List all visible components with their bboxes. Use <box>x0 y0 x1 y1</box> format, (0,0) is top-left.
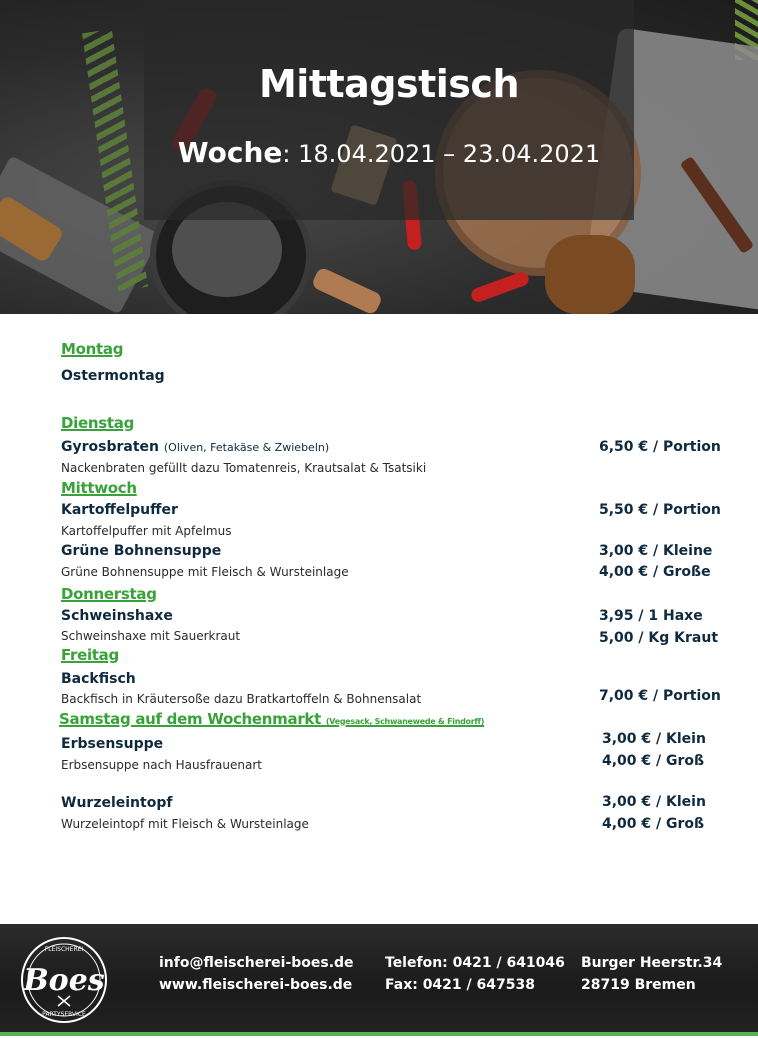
item-title: Wurzeleintopf <box>61 795 173 811</box>
day-heading-dienstag: Dienstag <box>61 414 135 432</box>
item-title: Grüne Bohnensuppe <box>61 543 222 559</box>
item-description: Grüne Bohnensuppe mit Fleisch & Wursteinlage <box>61 565 349 579</box>
header-photo <box>0 0 758 314</box>
item-description: Wurzeleintopf mit Fleisch & Wursteinlage <box>61 817 309 831</box>
market-locations: (Vegesack, Schwanewede & Findorff) <box>325 717 485 726</box>
price: 4,00 € / Große <box>599 564 711 580</box>
title-overlay <box>144 0 634 220</box>
price: 4,00 € / Groß <box>602 816 705 832</box>
logo-bottom-text: PARTYSERVICE <box>42 1011 86 1018</box>
logo-name-text: Boes <box>23 963 105 998</box>
item-description: Kartoffelpuffer mit Apfelmus <box>61 524 232 538</box>
price: 5,00 / Kg Kraut <box>599 630 719 646</box>
item-title: Kartoffelpuffer <box>61 502 178 518</box>
logo-top-text: FLEISCHEREI <box>44 946 84 953</box>
price: 7,00 € / Portion <box>599 688 721 704</box>
price: 3,00 € / Klein <box>602 794 706 810</box>
street-address: Burger Heerstr.34 <box>581 955 723 971</box>
phone-number: Telefon: 0421 / 641046 <box>385 955 565 971</box>
item-title: Schweinshaxe <box>61 608 173 624</box>
price: 3,00 € / Klein <box>602 731 706 747</box>
page-title: Mittagstisch <box>258 62 520 106</box>
chili-decor <box>469 270 530 304</box>
price: 3,00 € / Kleine <box>599 543 713 559</box>
item-description: Backfisch in Kräutersoße dazu Bratkartoffeln & Bohnensalat <box>61 692 422 706</box>
email-link[interactable]: info@fleischerei-boes.de <box>159 955 354 971</box>
pepper-grinder-decor <box>545 235 635 314</box>
boes-logo <box>14 934 114 1026</box>
price: 6,50 € / Portion <box>599 439 721 455</box>
item-title: Gyrosbraten (Oliven, Fetakäse & Zwiebeln) <box>61 439 330 455</box>
day-heading-mittwoch: Mittwoch <box>61 479 137 497</box>
footer-accent-line <box>0 1032 758 1036</box>
price: 5,50 € / Portion <box>599 502 721 518</box>
day-heading-samstag: Samstag auf dem Wochenmarkt (Vegesack, Schwanewede & Findorff) <box>59 710 485 728</box>
item-title: Ostermontag <box>61 368 165 384</box>
fax-number: Fax: 0421 / 647538 <box>385 977 535 993</box>
item-description: Nackenbraten gefüllt dazu Tomatenreis, Krautsalat & Tsatsiki <box>61 461 427 475</box>
item-description: Erbsensuppe nach Hausfrauenart <box>61 758 262 772</box>
website-link[interactable]: www.fleischerei-boes.de <box>159 977 353 993</box>
city-address: 28719 Bremen <box>581 977 696 993</box>
week-dates: : 18.04.2021 – 23.04.2021 <box>282 140 601 168</box>
item-title: Erbsensuppe <box>61 736 164 752</box>
corkscrew-decor <box>311 266 384 314</box>
price: 4,00 € / Groß <box>602 753 705 769</box>
week-label: Woche <box>177 136 283 169</box>
price: 3,95 / 1 Haxe <box>599 608 703 624</box>
day-heading-montag: Montag <box>61 340 124 358</box>
item-description: Schweinshaxe mit Sauerkraut <box>61 629 241 643</box>
item-extra: (Oliven, Fetakäse & Zwiebeln) <box>163 441 330 454</box>
week-range <box>144 136 634 169</box>
day-heading-freitag: Freitag <box>61 646 119 664</box>
item-title: Backfisch <box>61 671 136 687</box>
day-heading-donnerstag: Donnerstag <box>61 585 157 603</box>
